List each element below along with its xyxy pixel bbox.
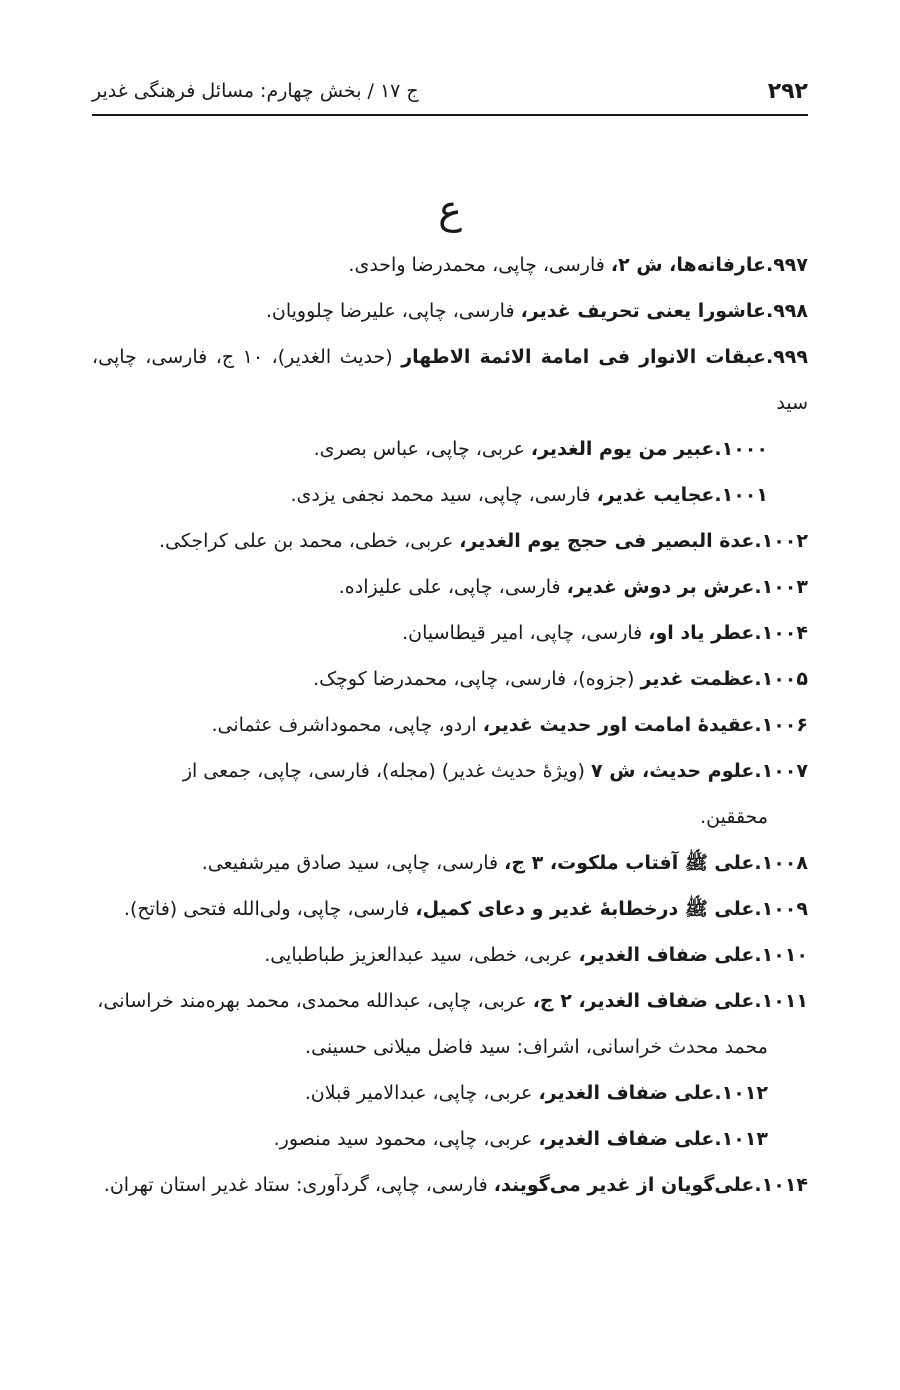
entry-number: ۱۰۰۸. xyxy=(754,852,808,874)
list-item xyxy=(92,288,808,334)
entry-number: ۱۰۱۲. xyxy=(714,1082,768,1104)
entry-number: ۱۰۰۱. xyxy=(714,484,768,506)
entry-details: فارسی، چاپی، ولی‌الله فتحی (فاتح). xyxy=(123,898,416,920)
entry-details: عربی، چاپی، محمود سید منصور. xyxy=(273,1128,539,1150)
entry-continuation: محمد محدث خراسانی، اشراف: سید فاضل میلانی حسینی. xyxy=(305,1036,768,1058)
entry-details: عربی، چاپی، عبدالله محمدی، محمد بهره‌مند خراسانی، xyxy=(97,990,533,1012)
entry-number: ۱۰۰۹. xyxy=(754,898,808,920)
entry-number: ۱۰۱۰. xyxy=(754,944,808,966)
list-item xyxy=(92,334,808,426)
entry-details: فارسی، چاپی، علی علیزاده. xyxy=(338,576,567,598)
entry-details: (ویژۀ حدیث غدیر) (مجله)، فارسی، چاپی، جمعی از xyxy=(182,760,591,782)
entry-details: اردو، چاپی، محموداشرف عثمانی. xyxy=(211,714,483,736)
entry-details: عربی، چاپی، عبدالامیر قبلان. xyxy=(304,1082,539,1104)
entry-title: علی ضفاف الغدیر، xyxy=(578,944,755,966)
list-item xyxy=(92,978,808,1070)
entry-title: عظمت غدیر xyxy=(640,668,755,690)
list-item xyxy=(92,610,808,656)
entry-title: علی ﷺ درخطابۀ غدیر و دعای کمیل، xyxy=(415,898,755,920)
entry-details: عربی، خطی، سید عبدالعزیز طباطبایی. xyxy=(264,944,579,966)
list-item xyxy=(92,426,808,472)
list-item xyxy=(92,1070,808,1116)
list-item xyxy=(92,932,808,978)
running-title: ج ۱۷ / بخش چهارم: مسائل فرهنگی غدیر xyxy=(92,80,419,102)
entry-details: فارسی، چاپی، علیرضا چلوویان. xyxy=(265,300,521,322)
entry-number: ۱۰۱۴. xyxy=(754,1174,808,1196)
entry-details: عربی، خطی، محمد بن علی کراجکی. xyxy=(159,530,460,552)
running-header xyxy=(92,68,808,116)
entry-details: عربی، چاپی، عباس بصری. xyxy=(313,438,531,460)
entry-title: عاشورا یعنی تحریف غدیر، xyxy=(520,300,766,322)
bibliography-list xyxy=(92,242,808,1208)
list-item xyxy=(92,656,808,702)
entry-title: عارفانه‌ها، ش ۲، xyxy=(610,254,766,276)
list-item xyxy=(92,840,808,886)
entry-number: ۱۰۰۰. xyxy=(714,438,768,460)
entry-title: علوم حدیث، ش ۷ xyxy=(591,760,755,782)
entry-details: فارسی، چاپی، سید صادق میرشفیعی. xyxy=(201,852,505,874)
entry-number: ۱۰۰۷. xyxy=(754,760,808,782)
entry-title: عجایب غدیر، xyxy=(596,484,715,506)
entry-details: فارسی، چاپی، سید محمد نجفی یزدی. xyxy=(290,484,597,506)
entry-number: ۹۹۷. xyxy=(765,254,808,276)
list-item xyxy=(92,702,808,748)
entry-details: فارسی، چاپی، محمدرضا واحدی. xyxy=(348,254,611,276)
entry-number: ۱۰۰۵. xyxy=(754,668,808,690)
page-number: ۲۹۲ xyxy=(767,78,808,104)
list-item xyxy=(92,518,808,564)
entry-title: عطر یاد او، xyxy=(648,622,755,644)
entry-number: ۱۰۱۳. xyxy=(714,1128,768,1150)
entry-title: عبقات الانوار فی امامة الائمة الاطهار xyxy=(401,346,766,368)
entry-number: ۱۰۰۴. xyxy=(754,622,808,644)
entry-number: ۹۹۸. xyxy=(765,300,808,322)
list-item xyxy=(92,1162,808,1208)
list-item xyxy=(92,1116,808,1162)
entry-details: فارسی، چاپی، امیر قیطاسیان. xyxy=(402,622,649,644)
entry-title: عقیدۀ امامت اور حدیث غدیر، xyxy=(482,714,755,736)
entry-number: ۱۰۰۶. xyxy=(754,714,808,736)
entry-title: عرش بر دوش غدیر، xyxy=(566,576,755,598)
entry-title: علی‌گویان از غدیر می‌گویند، xyxy=(493,1174,755,1196)
list-item xyxy=(92,886,808,932)
list-item xyxy=(92,242,808,288)
list-item xyxy=(92,564,808,610)
entry-details: فارسی، چاپی، گردآوری: ستاد غدیر استان تهران. xyxy=(103,1174,494,1196)
list-item xyxy=(92,748,808,840)
entry-number: ۱۰۰۲. xyxy=(754,530,808,552)
entry-title: عبیر من یوم الغدیر، xyxy=(530,438,715,460)
entry-number: ۱۰۱۱. xyxy=(754,990,808,1012)
entry-title: علی ضفاف الغدیر، ۲ ج، xyxy=(532,990,755,1012)
entry-title: علی ضفاف الغدیر، xyxy=(538,1082,715,1104)
entry-number: ۱۰۰۳. xyxy=(754,576,808,598)
entry-title: عدة البصیر فی حجج یوم الغدیر، xyxy=(459,530,755,552)
entry-details: (جزوه)، فارسی، چاپی، محمدرضا کوچک. xyxy=(313,668,641,690)
entry-number: ۹۹۹. xyxy=(765,346,808,368)
entry-title: علی ضفاف الغدیر، xyxy=(538,1128,715,1150)
entry-continuation: محققین. xyxy=(700,806,768,828)
entry-title: علی ﷺ آفتاب ملکوت، ۳ ج، xyxy=(504,852,755,874)
entry-details: (حدیث الغدیر)، ۱۰ ج، فارسی، چاپی، سید xyxy=(92,346,808,414)
section-letter: ع xyxy=(438,187,462,233)
list-item xyxy=(92,472,808,518)
